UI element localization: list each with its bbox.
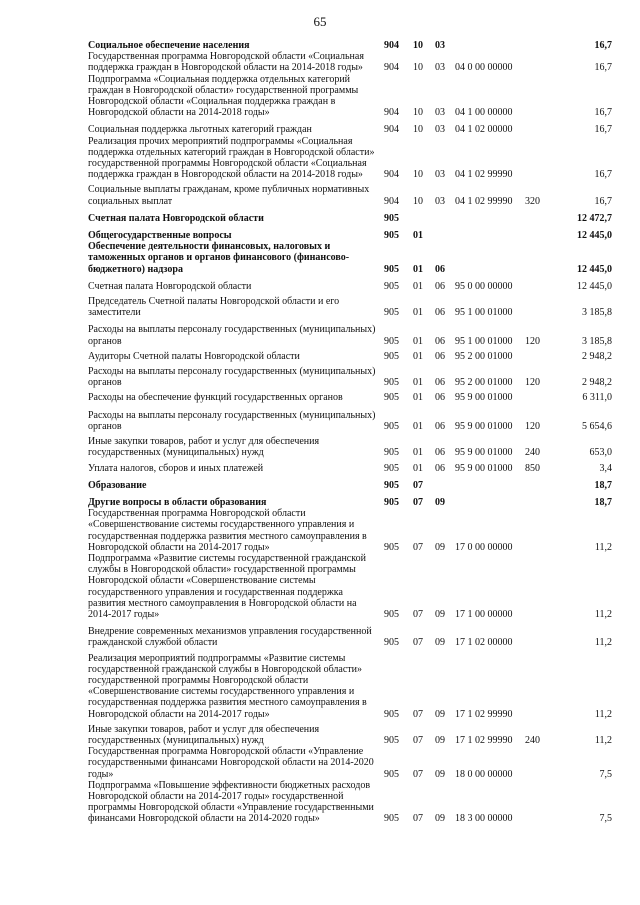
row-name: Другие вопросы в области образования: [88, 496, 267, 508]
subsection-code: 06: [435, 307, 445, 319]
target-article-code: 04 1 02 99990: [455, 169, 513, 181]
ved-code: 905: [384, 813, 399, 825]
table-row: [88, 653, 612, 720]
table-row: [88, 724, 612, 746]
target-article-code: 95 9 00 01000: [455, 420, 513, 432]
amount: 7,5: [599, 768, 612, 780]
amount: 11,2: [594, 541, 612, 553]
row-name: Расходы на выплаты персоналу государственных (муниципальных) органов: [88, 409, 376, 432]
subsection-code: 09: [435, 708, 445, 720]
row-name: Государственная программа Новгородской области «Совершенствование системы государственного управления и государственная поддержка развития местного самоуправления в Новгородской области на 2014-2017 годы»: [88, 508, 367, 553]
section-code: 10: [413, 195, 423, 207]
table-row: [88, 324, 612, 346]
row-name: Расходы на выплаты персоналу государственных (муниципальных) органов: [88, 324, 376, 347]
subsection-code: 03: [435, 195, 445, 207]
subsection-code: 06: [435, 420, 445, 432]
amount: 16,7: [594, 107, 612, 119]
expense-type-code: 240: [525, 734, 540, 746]
row-name: Реализация прочих мероприятий подпрограммы «Социальная поддержка отдельных категорий граждан в Новгородской области» государственной программы Новгородской области «Социальная поддержка граждан в Новгородской области на 2014-2018 годы»: [88, 135, 375, 181]
section-code: 01: [413, 350, 423, 362]
amount: 16,7: [594, 124, 612, 136]
table-row: [88, 351, 612, 362]
target-article-code: 95 9 00 01000: [455, 392, 513, 404]
row-name: Обеспечение деятельности финансовых, налоговых и таможенных органов и органов финансового (финансово-бюджетного) надзора: [88, 241, 350, 275]
section-code: 07: [413, 479, 423, 491]
table-row: [88, 463, 612, 474]
ved-code: 905: [384, 280, 399, 292]
ved-code: 905: [384, 637, 399, 649]
expense-type-code: 120: [525, 335, 540, 347]
amount: 653,0: [589, 447, 612, 459]
ved-code: 904: [384, 62, 399, 74]
ved-code: 904: [384, 195, 399, 207]
amount: 11,2: [594, 708, 612, 720]
amount: 12 472,7: [577, 212, 612, 224]
row-name: Счетная палата Новгородской области: [88, 212, 264, 224]
row-name: Внедрение современных механизмов управления государственной гражданской службой области: [88, 626, 372, 649]
target-article-code: 04 1 02 00000: [455, 124, 513, 136]
ved-code: 904: [384, 40, 399, 51]
section-code: 01: [413, 263, 423, 275]
section-code: 10: [413, 62, 423, 74]
amount: 12 445,0: [577, 230, 612, 242]
ved-code: 904: [384, 107, 399, 119]
ved-code: 905: [384, 335, 399, 347]
target-article-code: 95 2 00 01000: [455, 377, 513, 389]
amount: 16,7: [594, 40, 612, 51]
subsection-code: 03: [435, 169, 445, 181]
subsection-code: 03: [435, 62, 445, 74]
row-name: Аудиторы Счетной палаты Новгородской области: [88, 350, 300, 362]
table-row: [88, 366, 612, 388]
row-name: Образование: [88, 479, 147, 491]
amount: 16,7: [594, 169, 612, 181]
amount: 5 654,6: [582, 420, 612, 432]
expense-type-code: 120: [525, 377, 540, 389]
subsection-code: 09: [435, 496, 445, 508]
target-article-code: 17 0 00 00000: [455, 541, 513, 553]
subsection-code: 06: [435, 462, 445, 474]
target-article-code: 18 3 00 00000: [455, 813, 513, 825]
ved-code: 905: [384, 462, 399, 474]
table-row: [88, 392, 612, 403]
target-article-code: 04 1 02 99990: [455, 195, 513, 207]
ved-code: 905: [384, 447, 399, 459]
ved-code: 905: [384, 734, 399, 746]
subsection-code: 06: [435, 377, 445, 389]
table-row: [88, 230, 612, 241]
subsection-code: 06: [435, 263, 445, 275]
section-code: 10: [413, 40, 423, 51]
table-row: [88, 410, 612, 432]
section-code: 07: [413, 637, 423, 649]
section-code: 01: [413, 447, 423, 459]
table-row: [88, 626, 612, 648]
ved-code: 905: [384, 263, 399, 275]
section-code: 07: [413, 608, 423, 620]
amount: 3 185,8: [582, 335, 612, 347]
amount: 18,7: [594, 496, 612, 508]
table-row: [88, 40, 612, 51]
amount: 12 445,0: [577, 280, 612, 292]
target-article-code: 17 1 02 00000: [455, 637, 513, 649]
section-code: 01: [413, 377, 423, 389]
section-code: 07: [413, 708, 423, 720]
row-name: Государственная программа Новгородской области «Социальная поддержка граждан в Новгородской области на 2014-2018 годы»: [88, 51, 364, 74]
ved-code: 905: [384, 768, 399, 780]
table-row: [88, 780, 612, 825]
ved-code: 904: [384, 169, 399, 181]
target-article-code: 17 1 00 00000: [455, 608, 513, 620]
section-code: 07: [413, 768, 423, 780]
section-code: 10: [413, 169, 423, 181]
expense-type-code: 320: [525, 195, 540, 207]
ved-code: 905: [384, 392, 399, 404]
table-row: [88, 241, 612, 275]
section-code: 01: [413, 307, 423, 319]
subsection-code: 03: [435, 40, 445, 51]
subsection-code: 09: [435, 608, 445, 620]
amount: 7,5: [599, 813, 612, 825]
row-name: Счетная палата Новгородской области: [88, 280, 252, 292]
expense-type-code: 850: [525, 462, 540, 474]
section-code: 01: [413, 230, 423, 242]
row-name: Государственная программа Новгородской области «Управление государственными финансами Новгородской области на 2014-2020 годы»: [88, 746, 374, 780]
ved-code: 905: [384, 479, 399, 491]
section-code: 07: [413, 496, 423, 508]
amount: 2 948,2: [582, 350, 612, 362]
section-code: 01: [413, 335, 423, 347]
section-code: 10: [413, 107, 423, 119]
subsection-code: 09: [435, 768, 445, 780]
section-code: 01: [413, 420, 423, 432]
row-name: Расходы на выплаты персоналу государственных (муниципальных) органов: [88, 366, 376, 389]
section-code: 01: [413, 462, 423, 474]
table-row: [88, 553, 612, 620]
amount: 18,7: [594, 479, 612, 491]
subsection-code: 06: [435, 280, 445, 292]
ved-code: 905: [384, 350, 399, 362]
section-code: 10: [413, 124, 423, 136]
target-article-code: 95 1 00 01000: [455, 335, 513, 347]
target-article-code: 95 9 00 01000: [455, 462, 513, 474]
row-name: Социальные выплаты гражданам, кроме публичных нормативных социальных выплат: [88, 184, 370, 207]
target-article-code: 95 2 00 01000: [455, 350, 513, 362]
table-row: [88, 74, 612, 119]
table-row: [88, 497, 612, 508]
amount: 11,2: [594, 608, 612, 620]
subsection-code: 03: [435, 124, 445, 136]
page-number: 65: [313, 14, 327, 29]
ved-code: 905: [384, 307, 399, 319]
subsection-code: 09: [435, 734, 445, 746]
table-row: [88, 436, 612, 458]
ved-code: 905: [384, 541, 399, 553]
subsection-code: 06: [435, 350, 445, 362]
ved-code: 905: [384, 496, 399, 508]
amount: 12 445,0: [577, 263, 612, 275]
amount: 3 185,8: [582, 307, 612, 319]
row-name: Иные закупки товаров, работ и услуг для обеспечения государственных (муниципальных) нужд: [88, 436, 320, 459]
table-row: [88, 213, 612, 224]
amount: 2 948,2: [582, 377, 612, 389]
target-article-code: 95 1 00 01000: [455, 307, 513, 319]
amount: 3,4: [599, 462, 612, 474]
row-name: Иные закупки товаров, работ и услуг для обеспечения государственных (муниципальных) нужд: [88, 723, 320, 746]
expense-type-code: 120: [525, 420, 540, 432]
row-name: Расходы на обеспечение функций государственных органов: [88, 392, 343, 404]
budget-table: [88, 40, 612, 825]
subsection-code: 09: [435, 541, 445, 553]
ved-code: 905: [384, 708, 399, 720]
table-row: [88, 184, 612, 206]
target-article-code: 18 0 00 00000: [455, 768, 513, 780]
subsection-code: 09: [435, 813, 445, 825]
table-row: [88, 51, 612, 73]
ved-code: 905: [384, 420, 399, 432]
amount: 16,7: [594, 195, 612, 207]
amount: 11,2: [594, 734, 612, 746]
ved-code: 905: [384, 230, 399, 242]
table-row: [88, 281, 612, 292]
table-row: [88, 124, 612, 135]
ved-code: 905: [384, 377, 399, 389]
row-name: Председатель Счетной палаты Новгородской области и его заместители: [88, 296, 340, 319]
row-name: Общегосударственные вопросы: [88, 230, 232, 242]
section-code: 07: [413, 813, 423, 825]
table-row: [88, 746, 612, 780]
ved-code: 905: [384, 608, 399, 620]
row-name: Уплата налогов, сборов и иных платежей: [88, 462, 264, 474]
subsection-code: 09: [435, 637, 445, 649]
subsection-code: 03: [435, 107, 445, 119]
amount: 11,2: [594, 637, 612, 649]
row-name: Подпрограмма «Повышение эффективности бюджетных расходов Новгородской области на 2014-2017 годы» государственной программы Новгородской области «Управление государственными финансами Новгородской области на 2014-2020 годы»: [88, 779, 374, 825]
subsection-code: 06: [435, 447, 445, 459]
table-row: [88, 508, 612, 553]
ved-code: 904: [384, 124, 399, 136]
row-name: Социальное обеспечение населения: [88, 40, 250, 51]
expense-type-code: 240: [525, 447, 540, 459]
row-name: Подпрограмма «Развитие системы государственной гражданской службы в Новгородской области» государственной программы Новгородской области «Совершенствование системы государственного управления и государственная поддержка развития местного самоуправления в Новгородской области на 2014-2017 годы»: [88, 552, 366, 620]
ved-code: 905: [384, 212, 399, 224]
row-name: Социальная поддержка льготных категорий граждан: [88, 124, 312, 136]
subsection-code: 06: [435, 335, 445, 347]
row-name: Реализация мероприятий подпрограммы «Развитие системы государственной гражданской службы в Новгородской области» государственной программы Новгородской области «Совершенствование системы государственного управления и государственная поддержка развития местного самоуправления в Новгородской области на 2014-2017 годы»: [88, 652, 367, 720]
table-row: [88, 136, 612, 181]
target-article-code: 17 1 02 99990: [455, 734, 513, 746]
amount: 16,7: [594, 62, 612, 74]
table-body: [88, 40, 612, 825]
target-article-code: 04 1 00 00000: [455, 107, 513, 119]
section-code: 01: [413, 280, 423, 292]
subsection-code: 06: [435, 392, 445, 404]
target-article-code: 95 9 00 01000: [455, 447, 513, 459]
target-article-code: 95 0 00 00000: [455, 280, 513, 292]
table-row: [88, 480, 612, 491]
amount: 6 311,0: [582, 392, 612, 404]
section-code: 07: [413, 541, 423, 553]
target-article-code: 04 0 00 00000: [455, 62, 513, 74]
section-code: 07: [413, 734, 423, 746]
row-name: Подпрограмма «Социальная поддержка отдельных категорий граждан в Новгородской области» государственной программы Новгородской области «Социальная поддержка граждан в Новгородской области на 2014-2018 годы»: [88, 73, 359, 119]
section-code: 01: [413, 392, 423, 404]
target-article-code: 17 1 02 99990: [455, 708, 513, 720]
table-row: [88, 296, 612, 318]
